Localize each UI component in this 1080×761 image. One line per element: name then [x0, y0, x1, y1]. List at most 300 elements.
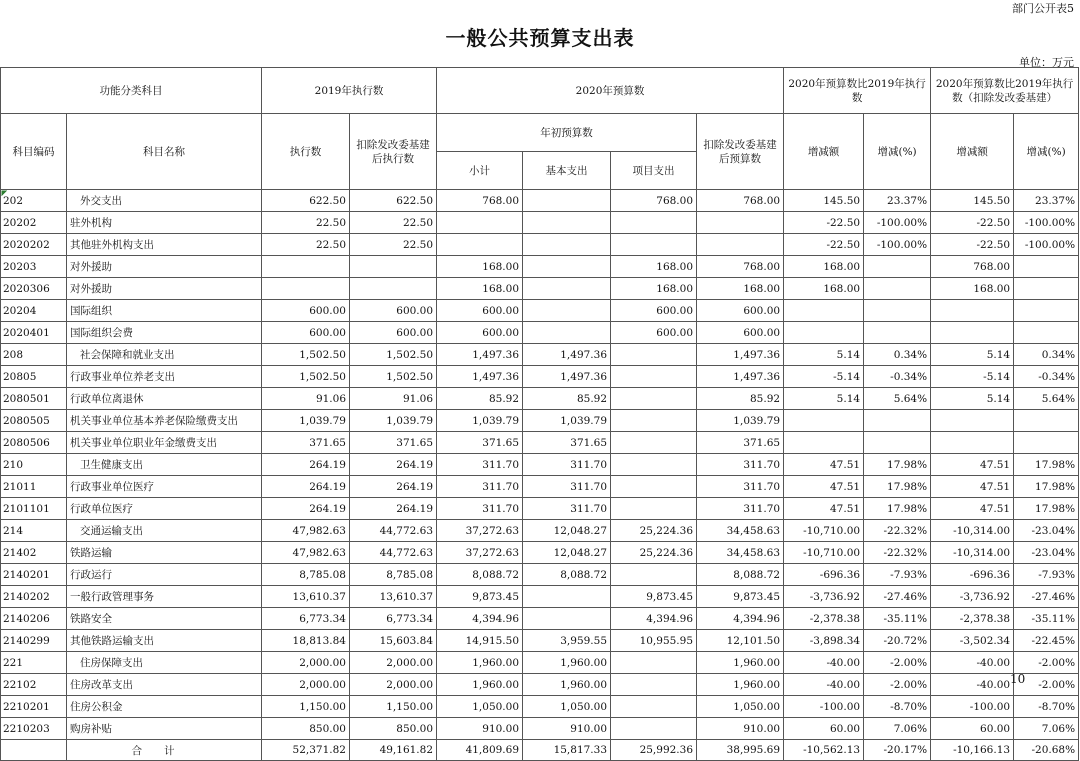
table-row [1, 652, 1079, 674]
increase-pct-cell [864, 256, 931, 278]
exec-adjusted-cell: 264.19 [350, 454, 437, 476]
subtotal-cell: 1,050.00 [437, 696, 523, 718]
exec-adjusted-cell: 44,772.63 [350, 542, 437, 564]
table-row [1, 718, 1079, 740]
project-cell [611, 476, 697, 498]
table-row [1, 696, 1079, 718]
increase-pct-adjusted-cell [1014, 322, 1079, 344]
basic-cell: 3,959.55 [523, 630, 611, 652]
exec-adjusted-cell: 264.19 [350, 498, 437, 520]
table-row [1, 212, 1079, 234]
increase-pct-cell: -22.32% [864, 542, 931, 564]
adjusted-budget-cell: 600.00 [697, 322, 784, 344]
table-row [1, 476, 1079, 498]
table-row [1, 190, 1079, 212]
adjusted-budget-cell: 1,497.36 [697, 344, 784, 366]
increase-amount-cell [784, 300, 864, 322]
subtotal-cell: 1,960.00 [437, 652, 523, 674]
exec-cell: 47,982.63 [262, 520, 350, 542]
header-name: 科目名称 [67, 114, 262, 190]
project-cell [611, 344, 697, 366]
basic-cell: 12,048.27 [523, 520, 611, 542]
increase-amount-cell: -2,378.38 [784, 608, 864, 630]
increase-amount-adjusted-cell: -3,736.92 [931, 586, 1014, 608]
exec-cell: 13,610.37 [262, 586, 350, 608]
table-row [1, 432, 1079, 454]
exec-adjusted-cell: 264.19 [350, 476, 437, 498]
increase-pct-adjusted-cell [1014, 278, 1079, 300]
increase-amount-adjusted-cell: -10,314.00 [931, 520, 1014, 542]
basic-cell: 910.00 [523, 718, 611, 740]
subtotal-cell: 910.00 [437, 718, 523, 740]
adjusted-budget-cell: 1,960.00 [697, 652, 784, 674]
header-exec: 执行数 [262, 114, 350, 190]
subtotal-cell: 371.65 [437, 432, 523, 454]
increase-pct-adjusted-cell: -8.70% [1014, 696, 1079, 718]
exec-cell: 622.50 [262, 190, 350, 212]
project-cell [611, 498, 697, 520]
project-cell: 10,955.95 [611, 630, 697, 652]
increase-pct-adjusted-cell [1014, 432, 1079, 454]
adjusted-budget-cell: 1,960.00 [697, 674, 784, 696]
exec-cell [262, 256, 350, 278]
exec-cell: 850.00 [262, 718, 350, 740]
code-cell: 2020202 [1, 234, 67, 256]
total-increase-amount-adjusted: -10,166.13 [931, 740, 1014, 761]
name-cell: 一般行政管理事务 [67, 586, 262, 608]
basic-cell: 8,088.72 [523, 564, 611, 586]
increase-amount-cell: 168.00 [784, 256, 864, 278]
exec-cell: 8,785.08 [262, 564, 350, 586]
header-increase-amount: 增减额 [784, 114, 864, 190]
adjusted-budget-cell: 8,088.72 [697, 564, 784, 586]
name-cell: 交通运输支出 [67, 520, 262, 542]
adjusted-budget-cell: 4,394.96 [697, 608, 784, 630]
name-cell: 行政单位医疗 [67, 498, 262, 520]
project-cell [611, 432, 697, 454]
increase-amount-cell: 5.14 [784, 344, 864, 366]
increase-pct-cell: -22.32% [864, 520, 931, 542]
increase-amount-adjusted-cell [931, 410, 1014, 432]
increase-amount-adjusted-cell: -5.14 [931, 366, 1014, 388]
basic-cell [523, 300, 611, 322]
adjusted-budget-cell: 1,497.36 [697, 366, 784, 388]
subtotal-cell: 14,915.50 [437, 630, 523, 652]
code-cell: 202 [1, 190, 67, 212]
name-cell: 机关事业单位基本养老保险缴费支出 [67, 410, 262, 432]
name-cell: 行政单位离退休 [67, 388, 262, 410]
basic-cell: 85.92 [523, 388, 611, 410]
table-row [1, 322, 1079, 344]
increase-pct-cell [864, 278, 931, 300]
exec-cell: 371.65 [262, 432, 350, 454]
basic-cell: 12,048.27 [523, 542, 611, 564]
code-cell: 2210201 [1, 696, 67, 718]
project-cell: 768.00 [611, 190, 697, 212]
name-cell: 住房改革支出 [67, 674, 262, 696]
increase-amount-cell: -3,736.92 [784, 586, 864, 608]
exec-adjusted-cell: 600.00 [350, 322, 437, 344]
increase-pct-adjusted-cell: -22.45% [1014, 630, 1079, 652]
adjusted-budget-cell: 311.70 [697, 498, 784, 520]
page-title: 一般公共预算支出表 [445, 26, 635, 50]
code-cell: 21011 [1, 476, 67, 498]
header-increase-pct-adjusted: 增减(%) [1014, 114, 1079, 190]
table-row [1, 608, 1079, 630]
exec-adjusted-cell: 2,000.00 [350, 652, 437, 674]
subtotal-cell: 85.92 [437, 388, 523, 410]
basic-cell: 1,960.00 [523, 652, 611, 674]
table-row [1, 388, 1079, 410]
table-row [1, 278, 1079, 300]
header-compare: 2020年预算数比2019年执行数 [784, 68, 931, 114]
adjusted-budget-cell: 768.00 [697, 256, 784, 278]
exec-cell: 1,039.79 [262, 410, 350, 432]
total-row [1, 740, 1079, 761]
increase-pct-adjusted-cell: -27.46% [1014, 586, 1079, 608]
name-cell: 驻外机构 [67, 212, 262, 234]
name-cell: 铁路运输 [67, 542, 262, 564]
header-category: 功能分类科目 [1, 68, 262, 114]
table-row [1, 410, 1079, 432]
exec-cell: 22.50 [262, 234, 350, 256]
project-cell [611, 234, 697, 256]
code-cell: 2080505 [1, 410, 67, 432]
document-code: 部门公开表5 [1012, 2, 1074, 15]
increase-pct-adjusted-cell: -23.04% [1014, 520, 1079, 542]
name-cell: 住房保障支出 [67, 652, 262, 674]
subtotal-cell: 311.70 [437, 498, 523, 520]
adjusted-budget-cell: 9,873.45 [697, 586, 784, 608]
increase-pct-cell [864, 410, 931, 432]
basic-cell: 311.70 [523, 498, 611, 520]
increase-pct-adjusted-cell: 0.34% [1014, 344, 1079, 366]
exec-cell: 264.19 [262, 498, 350, 520]
adjusted-budget-cell: 34,458.63 [697, 520, 784, 542]
name-cell: 对外援助 [67, 278, 262, 300]
adjusted-budget-cell: 311.70 [697, 476, 784, 498]
total-increase-pct-adjusted: -20.68% [1014, 740, 1079, 761]
header-code: 科目编码 [1, 114, 67, 190]
adjusted-budget-cell: 910.00 [697, 718, 784, 740]
increase-pct-adjusted-cell: 17.98% [1014, 476, 1079, 498]
subtotal-cell: 168.00 [437, 278, 523, 300]
increase-amount-adjusted-cell: 47.51 [931, 498, 1014, 520]
subtotal-cell: 9,873.45 [437, 586, 523, 608]
increase-amount-cell [784, 432, 864, 454]
exec-cell: 22.50 [262, 212, 350, 234]
code-cell: 2080501 [1, 388, 67, 410]
code-cell: 20202 [1, 212, 67, 234]
unit-label: 单位：万元 [1019, 56, 1074, 69]
subtotal-cell: 1,497.36 [437, 344, 523, 366]
code-cell: 2140201 [1, 564, 67, 586]
exec-cell: 18,813.84 [262, 630, 350, 652]
basic-cell [523, 256, 611, 278]
exec-adjusted-cell: 22.50 [350, 234, 437, 256]
project-cell [611, 454, 697, 476]
exec-cell: 47,982.63 [262, 542, 350, 564]
increase-pct-cell: -0.34% [864, 366, 931, 388]
name-cell: 住房公积金 [67, 696, 262, 718]
increase-amount-adjusted-cell [931, 432, 1014, 454]
increase-amount-adjusted-cell: -10,314.00 [931, 542, 1014, 564]
increase-amount-cell: -3,898.34 [784, 630, 864, 652]
exec-cell: 264.19 [262, 454, 350, 476]
increase-pct-cell: 17.98% [864, 454, 931, 476]
exec-adjusted-cell: 2,000.00 [350, 674, 437, 696]
increase-pct-adjusted-cell: -2.00% [1014, 674, 1079, 696]
total-code-cell [1, 740, 67, 761]
subtotal-cell: 600.00 [437, 322, 523, 344]
total-exec-adjusted: 49,161.82 [350, 740, 437, 761]
code-cell: 20805 [1, 366, 67, 388]
exec-cell [262, 278, 350, 300]
exec-adjusted-cell: 1,039.79 [350, 410, 437, 432]
total-label: 合计 [67, 740, 262, 761]
increase-amount-adjusted-cell: -22.50 [931, 234, 1014, 256]
increase-amount-adjusted-cell: 47.51 [931, 476, 1014, 498]
increase-pct-cell: -2.00% [864, 652, 931, 674]
increase-amount-cell: -10,710.00 [784, 520, 864, 542]
table-row [1, 344, 1079, 366]
increase-amount-cell: -40.00 [784, 652, 864, 674]
increase-pct-cell: -27.46% [864, 586, 931, 608]
adjusted-budget-cell: 168.00 [697, 278, 784, 300]
exec-adjusted-cell: 600.00 [350, 300, 437, 322]
code-cell: 2080506 [1, 432, 67, 454]
table-row [1, 498, 1079, 520]
table-body [1, 190, 1079, 740]
adjusted-budget-cell: 34,458.63 [697, 542, 784, 564]
increase-pct-cell: 7.06% [864, 718, 931, 740]
basic-cell [523, 608, 611, 630]
increase-amount-adjusted-cell: 5.14 [931, 388, 1014, 410]
project-cell: 25,224.36 [611, 542, 697, 564]
name-cell: 行政事业单位医疗 [67, 476, 262, 498]
increase-amount-cell: 5.14 [784, 388, 864, 410]
subtotal-cell: 311.70 [437, 454, 523, 476]
increase-amount-adjusted-cell: -3,502.34 [931, 630, 1014, 652]
header-exec-2019: 2019年执行数 [262, 68, 437, 114]
adjusted-budget-cell: 1,039.79 [697, 410, 784, 432]
exec-cell: 1,150.00 [262, 696, 350, 718]
increase-amount-adjusted-cell: 145.50 [931, 190, 1014, 212]
subtotal-cell: 600.00 [437, 300, 523, 322]
increase-amount-adjusted-cell: 47.51 [931, 454, 1014, 476]
increase-amount-cell: -10,710.00 [784, 542, 864, 564]
subtotal-cell: 1,039.79 [437, 410, 523, 432]
increase-pct-cell: -35.11% [864, 608, 931, 630]
table-row [1, 586, 1079, 608]
increase-pct-adjusted-cell [1014, 300, 1079, 322]
name-cell: 行政运行 [67, 564, 262, 586]
subtotal-cell: 8,088.72 [437, 564, 523, 586]
increase-pct-cell: 17.98% [864, 476, 931, 498]
project-cell [611, 718, 697, 740]
total-adjusted-budget: 38,995.69 [697, 740, 784, 761]
header-subtotal: 小计 [437, 152, 523, 190]
table-row [1, 234, 1079, 256]
basic-cell [523, 212, 611, 234]
exec-adjusted-cell: 1,150.00 [350, 696, 437, 718]
code-cell: 21402 [1, 542, 67, 564]
subtotal-cell: 37,272.63 [437, 542, 523, 564]
name-cell: 外交支出 [67, 190, 262, 212]
increase-amount-cell [784, 322, 864, 344]
project-cell [611, 564, 697, 586]
subtotal-cell: 4,394.96 [437, 608, 523, 630]
subtotal-cell: 768.00 [437, 190, 523, 212]
exec-adjusted-cell: 371.65 [350, 432, 437, 454]
name-cell: 购房补贴 [67, 718, 262, 740]
increase-amount-adjusted-cell: 168.00 [931, 278, 1014, 300]
adjusted-budget-cell: 311.70 [697, 454, 784, 476]
exec-adjusted-cell: 6,773.34 [350, 608, 437, 630]
basic-cell [523, 322, 611, 344]
adjusted-budget-cell: 371.65 [697, 432, 784, 454]
name-cell: 国际组织 [67, 300, 262, 322]
increase-pct-cell: -100.00% [864, 212, 931, 234]
name-cell: 其他铁路运输支出 [67, 630, 262, 652]
increase-amount-cell: 47.51 [784, 454, 864, 476]
name-cell: 铁路安全 [67, 608, 262, 630]
increase-amount-adjusted-cell: -40.00 [931, 652, 1014, 674]
header-adjusted-budget: 扣除发改委基建后预算数 [697, 114, 784, 190]
budget-table [0, 67, 1079, 761]
adjusted-budget-cell: 768.00 [697, 190, 784, 212]
increase-amount-cell: -22.50 [784, 212, 864, 234]
increase-pct-cell [864, 322, 931, 344]
code-cell: 208 [1, 344, 67, 366]
table-row [1, 674, 1079, 696]
exec-adjusted-cell: 15,603.84 [350, 630, 437, 652]
exec-cell: 1,502.50 [262, 344, 350, 366]
increase-pct-adjusted-cell: -0.34% [1014, 366, 1079, 388]
increase-pct-adjusted-cell [1014, 410, 1079, 432]
increase-pct-adjusted-cell: -23.04% [1014, 542, 1079, 564]
increase-amount-adjusted-cell [931, 300, 1014, 322]
increase-pct-adjusted-cell: 17.98% [1014, 454, 1079, 476]
increase-pct-cell: 5.64% [864, 388, 931, 410]
header-exec-adjusted: 扣除发改委基建后执行数 [350, 114, 437, 190]
total-subtotal: 41,809.69 [437, 740, 523, 761]
exec-adjusted-cell: 1,502.50 [350, 366, 437, 388]
code-cell: 221 [1, 652, 67, 674]
increase-pct-cell: -7.93% [864, 564, 931, 586]
increase-amount-cell: -40.00 [784, 674, 864, 696]
table-row [1, 256, 1079, 278]
increase-pct-cell [864, 432, 931, 454]
subtotal-cell: 1,497.36 [437, 366, 523, 388]
increase-pct-cell: 0.34% [864, 344, 931, 366]
increase-pct-adjusted-cell: -35.11% [1014, 608, 1079, 630]
increase-amount-cell: 145.50 [784, 190, 864, 212]
header-initial-budget: 年初预算数 [437, 114, 697, 152]
basic-cell: 371.65 [523, 432, 611, 454]
table-row [1, 300, 1079, 322]
total-exec: 52,371.82 [262, 740, 350, 761]
exec-adjusted-cell [350, 278, 437, 300]
project-cell: 168.00 [611, 278, 697, 300]
increase-pct-adjusted-cell [1014, 256, 1079, 278]
header-increase-pct: 增减(%) [864, 114, 931, 190]
project-cell: 600.00 [611, 322, 697, 344]
increase-pct-adjusted-cell: 5.64% [1014, 388, 1079, 410]
table-row [1, 366, 1079, 388]
increase-amount-cell: 47.51 [784, 476, 864, 498]
basic-cell: 1,960.00 [523, 674, 611, 696]
adjusted-budget-cell: 12,101.50 [697, 630, 784, 652]
exec-cell: 91.06 [262, 388, 350, 410]
code-cell: 20203 [1, 256, 67, 278]
increase-amount-cell: -696.36 [784, 564, 864, 586]
project-cell [611, 652, 697, 674]
exec-cell: 2,000.00 [262, 674, 350, 696]
subtotal-cell: 37,272.63 [437, 520, 523, 542]
increase-pct-adjusted-cell: -2.00% [1014, 652, 1079, 674]
increase-amount-adjusted-cell: -696.36 [931, 564, 1014, 586]
increase-pct-adjusted-cell: -100.00% [1014, 212, 1079, 234]
header-project: 项目支出 [611, 152, 697, 190]
name-cell: 行政事业单位养老支出 [67, 366, 262, 388]
project-cell [611, 212, 697, 234]
basic-cell [523, 190, 611, 212]
project-cell [611, 696, 697, 718]
increase-pct-cell: -20.72% [864, 630, 931, 652]
project-cell: 4,394.96 [611, 608, 697, 630]
increase-amount-adjusted-cell: -100.00 [931, 696, 1014, 718]
code-cell: 22102 [1, 674, 67, 696]
increase-pct-adjusted-cell: -100.00% [1014, 234, 1079, 256]
basic-cell [523, 234, 611, 256]
adjusted-budget-cell [697, 234, 784, 256]
header-basic: 基本支出 [523, 152, 611, 190]
basic-cell: 1,039.79 [523, 410, 611, 432]
increase-amount-cell: 60.00 [784, 718, 864, 740]
header-budget-2020: 2020年预算数 [437, 68, 784, 114]
code-cell: 2101101 [1, 498, 67, 520]
exec-adjusted-cell: 91.06 [350, 388, 437, 410]
name-cell: 国际组织会费 [67, 322, 262, 344]
increase-amount-cell: -5.14 [784, 366, 864, 388]
total-increase-pct: -20.17% [864, 740, 931, 761]
increase-pct-adjusted-cell: 7.06% [1014, 718, 1079, 740]
increase-pct-adjusted-cell: 23.37% [1014, 190, 1079, 212]
header-compare-adjusted: 2020年预算数比2019年执行数（扣除发改委基建） [931, 68, 1079, 114]
subtotal-cell: 311.70 [437, 476, 523, 498]
code-cell: 2140206 [1, 608, 67, 630]
code-cell: 2210203 [1, 718, 67, 740]
adjusted-budget-cell [697, 212, 784, 234]
increase-amount-cell: -22.50 [784, 234, 864, 256]
subtotal-cell: 1,960.00 [437, 674, 523, 696]
exec-adjusted-cell: 1,502.50 [350, 344, 437, 366]
project-cell [611, 366, 697, 388]
name-cell: 机关事业单位职业年金缴费支出 [67, 432, 262, 454]
table-row [1, 630, 1079, 652]
total-basic: 15,817.33 [523, 740, 611, 761]
increase-pct-adjusted-cell: -7.93% [1014, 564, 1079, 586]
subtotal-cell [437, 234, 523, 256]
adjusted-budget-cell: 1,050.00 [697, 696, 784, 718]
basic-cell: 311.70 [523, 476, 611, 498]
subtotal-cell [437, 212, 523, 234]
exec-cell: 2,000.00 [262, 652, 350, 674]
increase-amount-adjusted-cell: -40.00 [931, 674, 1014, 696]
exec-cell: 600.00 [262, 300, 350, 322]
table-row [1, 454, 1079, 476]
